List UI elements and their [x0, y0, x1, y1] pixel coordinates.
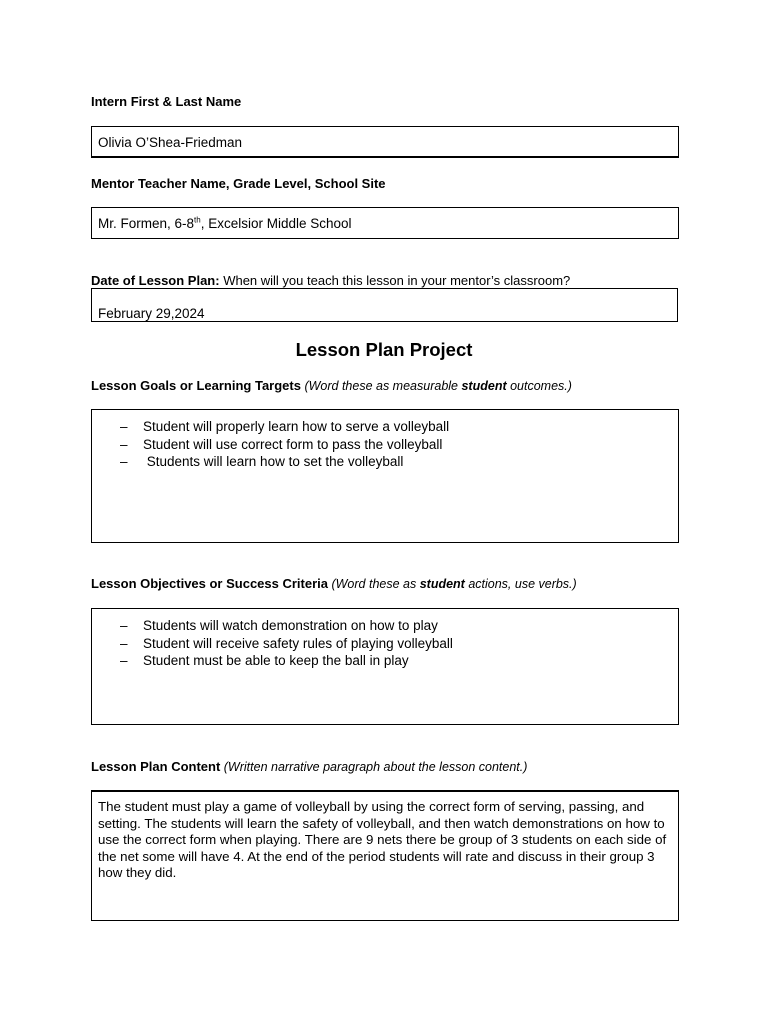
bullet-dash: – — [120, 653, 128, 668]
list-item: – Students will watch demonstration on how to play — [120, 618, 438, 633]
bullet-dash: – — [120, 419, 128, 434]
lesson-goals-note: (Word these as measurable student outcomes.) — [300, 379, 572, 393]
intern-name-value: Olivia O’Shea-Friedman — [98, 135, 243, 150]
lesson-objectives-list — [120, 617, 453, 670]
ordinal-suffix: th — [194, 215, 201, 225]
mentor-info-field[interactable] — [91, 207, 679, 239]
bullet-dash: – — [120, 635, 128, 651]
intern-name-label: Intern First & Last Name — [91, 94, 242, 109]
list-item: – Student will receive safety rules of playing volleyball — [120, 635, 453, 651]
lesson-goals-label: Lesson Goals or Learning Targets (Word these as measurable student outcomes.) — [91, 378, 572, 393]
list-item: – Student will properly learn how to serve a volleyball — [120, 419, 450, 434]
lesson-goals-list — [120, 418, 449, 471]
lesson-content-label: Lesson Plan Content (Written narrative paragraph about the lesson content.) — [91, 759, 528, 774]
lesson-content-note: (Written narrative paragraph about the lesson content.) — [220, 760, 528, 774]
mentor-info-value: Mr. Formen, 6-8th, Excelsior Middle School — [98, 215, 352, 231]
list-item: – Students will learn how to set the volleyball — [120, 454, 404, 469]
mentor-info-label: Mentor Teacher Name, Grade Level, School Site — [91, 176, 386, 191]
lesson-date-value: February 29,2024 — [98, 306, 205, 321]
lesson-objectives-note: (Word these as student actions, use verbs.) — [328, 577, 577, 591]
bullet-dash: – — [120, 618, 128, 633]
lesson-objectives-box[interactable] — [91, 608, 679, 725]
lesson-goals-box[interactable] — [91, 409, 679, 543]
page-title: Lesson Plan Project — [295, 339, 473, 360]
lesson-content-box[interactable] — [91, 790, 679, 921]
intern-name-field[interactable] — [91, 126, 679, 158]
lesson-content-paragraph: The student must play a game of volleyball by using the correct form of serving, passing, and setting. The students will learn the safety of volleyball, and then watch demonstrations on how to use the correct form when playing. There are 9 nets there be group of 3 students on each side of the net some will have 4. At the end of the period students will rate and discuss in their group 3 how they did. — [98, 799, 667, 881]
bullet-dash: – — [120, 436, 128, 452]
bullet-dash: – — [120, 454, 128, 469]
lesson-date-label: Date of Lesson Plan: When will you teach this lesson in your mentor’s classroom? — [91, 273, 571, 288]
list-item: – Student will use correct form to pass the volleyball — [120, 436, 443, 452]
lesson-date-field[interactable] — [91, 288, 678, 322]
lesson-date-prompt: When will you teach this lesson in your mentor’s classroom? — [219, 273, 571, 288]
lesson-objectives-label: Lesson Objectives or Success Criteria (Word these as student actions, use verbs.) — [91, 576, 577, 591]
list-item: – Student must be able to keep the ball in play — [120, 653, 409, 668]
